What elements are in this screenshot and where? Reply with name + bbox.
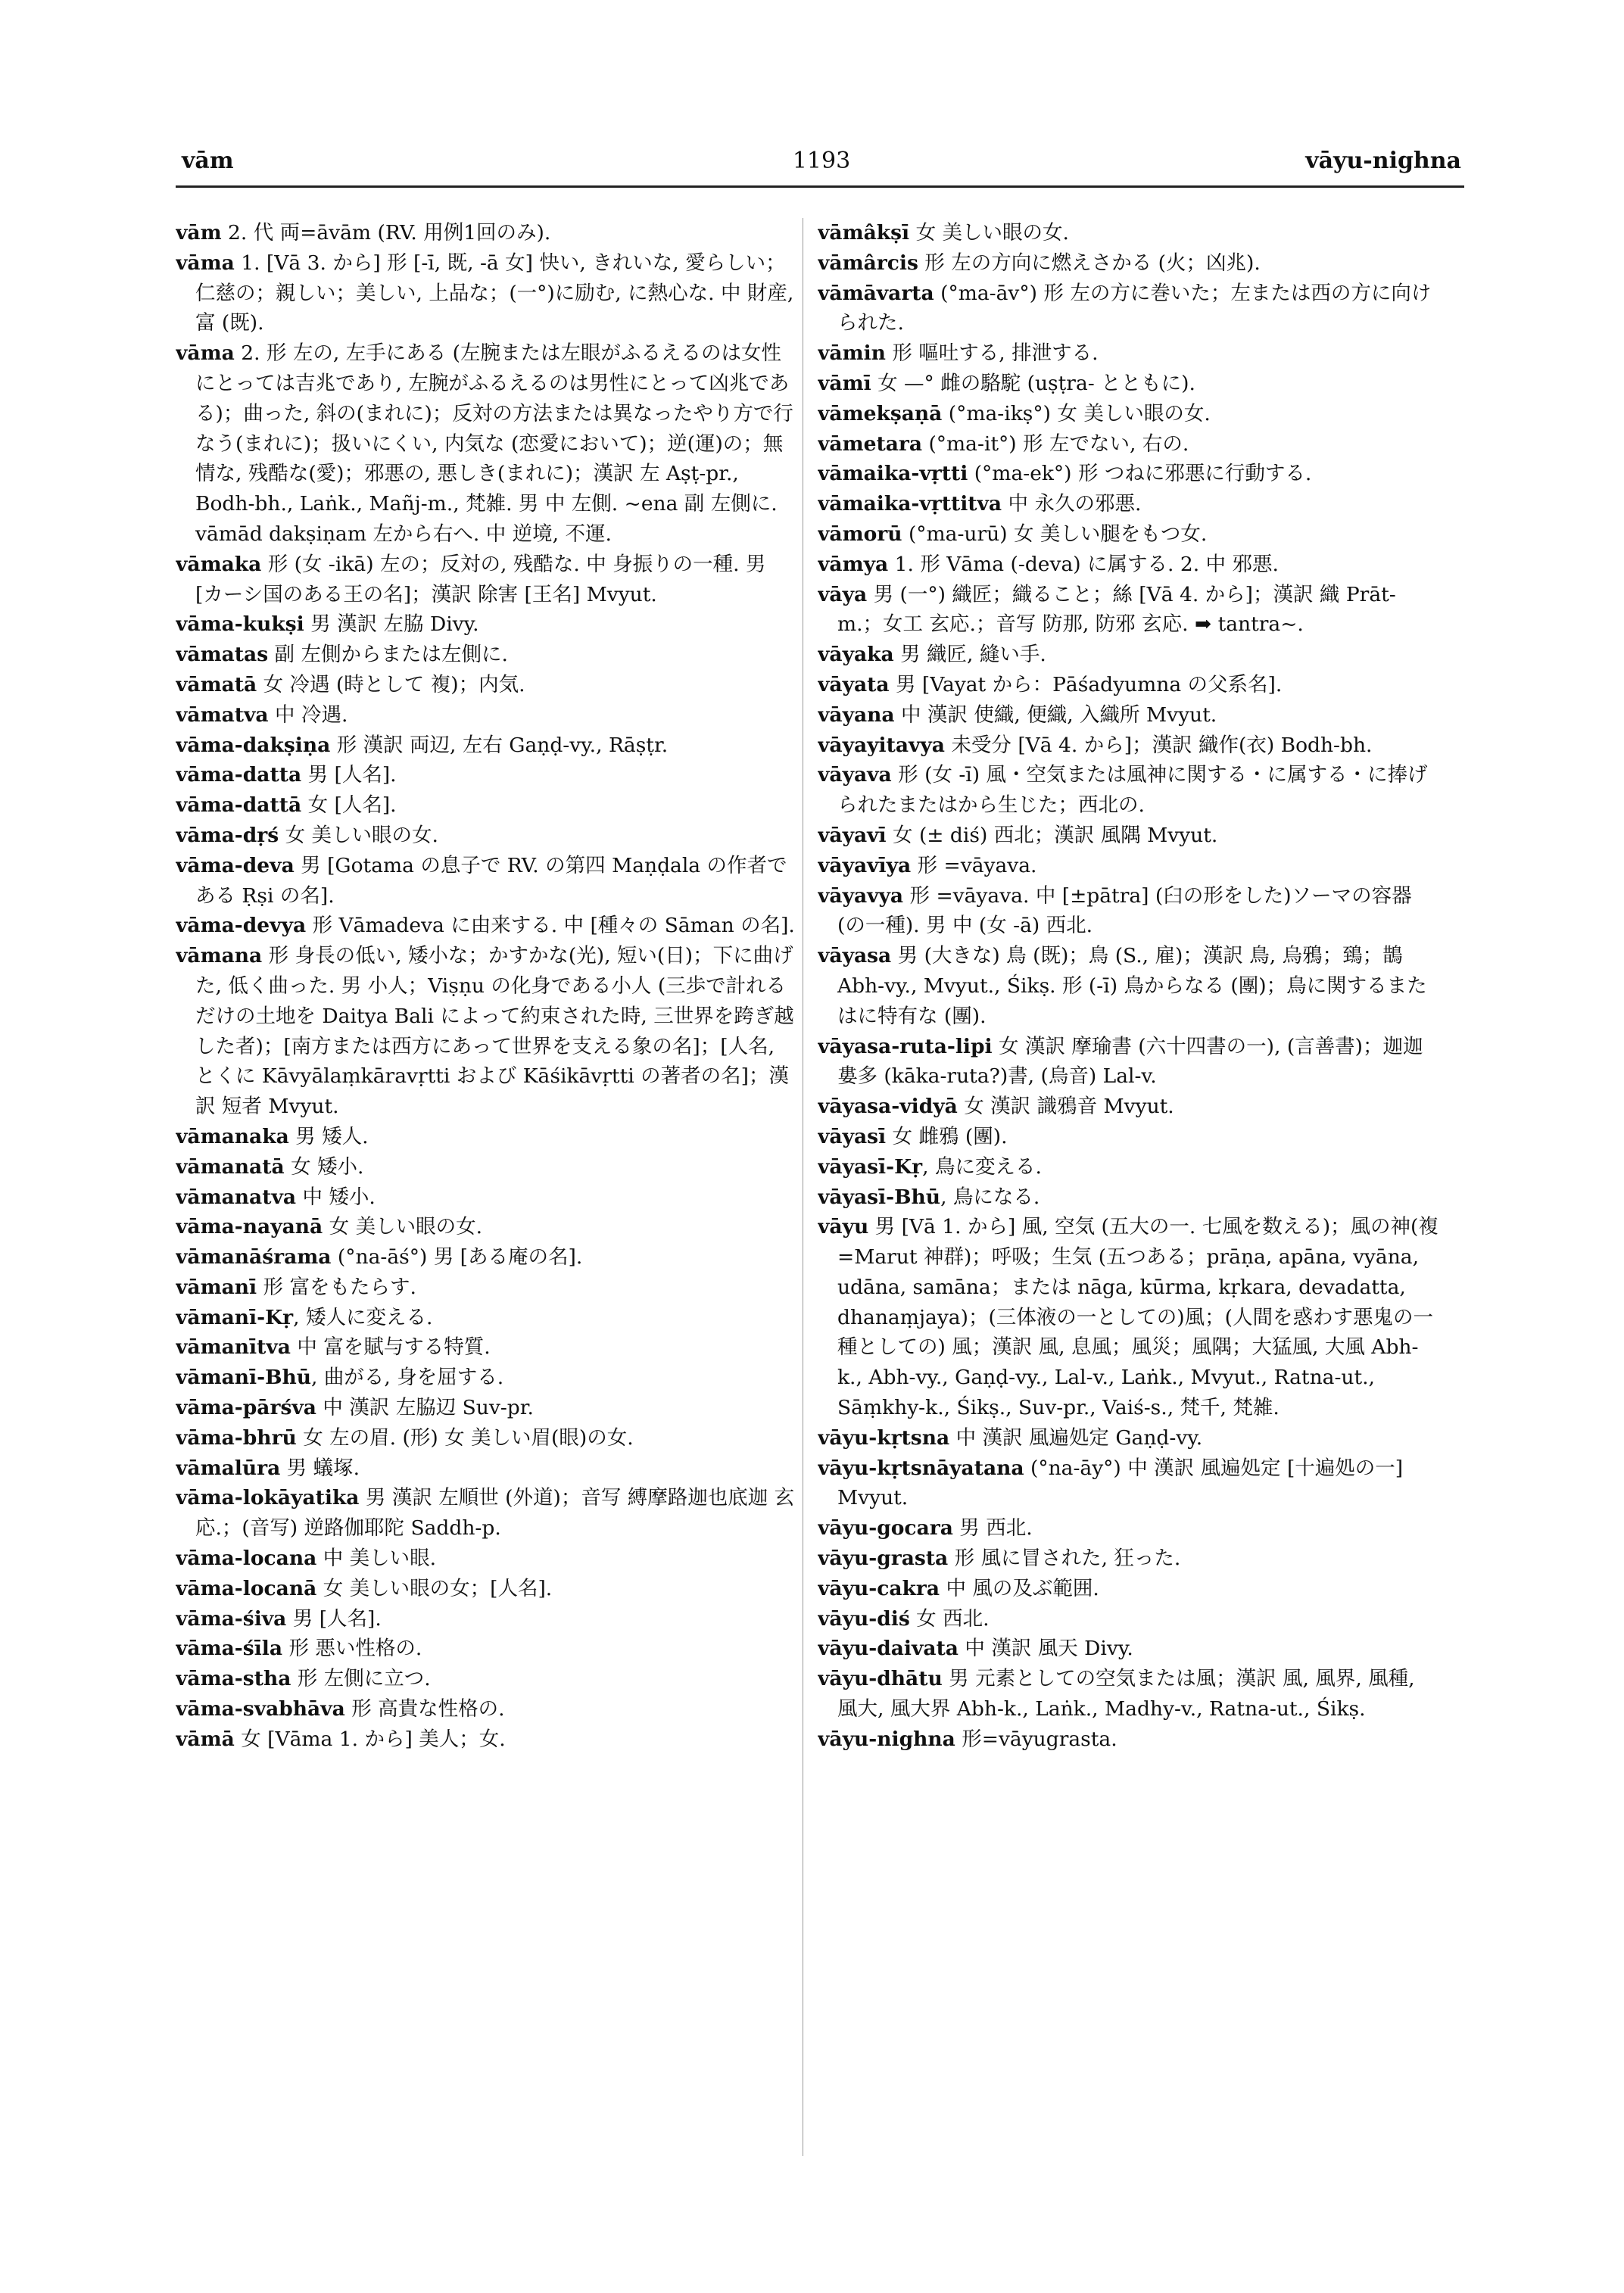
header-left-guide-word: vām <box>182 148 234 174</box>
entry-definition: 形 (女 -ī) 風・空気または風神に関する・に属する・に捧げられたまたはから生じた；西北の. <box>837 763 1428 818</box>
entry-headword: vāmanatva <box>176 1185 297 1209</box>
entry-headword: vāmaika-vṛttitva <box>818 492 1002 516</box>
dictionary-entry <box>176 851 796 911</box>
dictionary-entry <box>818 640 1439 670</box>
entry-definition: 女 漢訳 摩瑜書 (六十四書の一), (言善書)；迦迦婁多 (kāka-ruta?)書, (烏音) Lal-v. <box>837 1034 1423 1089</box>
dictionary-entry <box>818 338 1439 369</box>
entry-definition: , 鳥になる. <box>940 1185 1040 1209</box>
entry-headword: vāyavīya <box>818 853 912 877</box>
entry-definition: 男 漢訳 左順世 (外道)；音写 縛摩路迦也底迦 玄応.；(音写) 逆路伽耶陀 Saddh-p. <box>195 1486 795 1541</box>
entry-headword: vāyu-grasta <box>818 1547 949 1571</box>
dictionary-entry <box>176 1303 796 1333</box>
dictionary-entry <box>176 1453 796 1484</box>
dictionary-entry <box>176 760 796 790</box>
entry-definition: 女 [人名]. <box>301 793 397 818</box>
dictionary-entry <box>818 218 1439 248</box>
dictionary-entry <box>818 821 1439 851</box>
entry-headword: vāmanī-Kṛ <box>176 1305 294 1329</box>
dictionary-entry <box>818 1092 1439 1122</box>
entry-definition: 男 [Vayat から：Pāśadyumna の父系名]. <box>889 672 1283 696</box>
entry-headword: vām <box>176 221 222 245</box>
entry-headword: vāma <box>176 251 235 275</box>
entry-headword: vāmaika-vṛtti <box>818 462 968 486</box>
entry-definition: 女 美しい眼の女. <box>323 1215 483 1239</box>
dictionary-entry <box>818 550 1439 580</box>
entry-definition: (°na-āś°) 男 [ある庵の名]. <box>331 1245 583 1270</box>
entry-headword: vāmârcis <box>818 251 918 275</box>
entry-definition: 形 風に冒された, 狂った. <box>948 1547 1181 1571</box>
entry-headword: vāyava <box>818 763 892 787</box>
entry-definition: 形 漢訳 両辺, 左右 Gaṇḍ-vy., Rāṣṭr. <box>330 733 669 757</box>
entry-headword: vāyasī-Kṛ <box>818 1154 923 1179</box>
entry-headword: vāyasa-vidyā <box>818 1095 958 1119</box>
entry-headword: vāyasī <box>818 1124 887 1148</box>
entry-definition: 中 漢訳 風遍処定 Gaṇḍ-vy. <box>949 1425 1203 1450</box>
entry-headword: vāmetara <box>818 431 923 456</box>
dictionary-entry <box>176 1152 796 1182</box>
dictionary-entry <box>818 519 1439 550</box>
entry-definition: 中 漢訳 使織, 便織, 入織所 Mvyut. <box>894 703 1217 727</box>
entry-definition: 女 西北. <box>909 1606 990 1631</box>
dictionary-entry <box>818 1513 1439 1544</box>
dictionary-entry <box>176 550 796 610</box>
entry-definition: 1. 形 Vāma (-deva) に属する. 2. 中 邪悪. <box>888 552 1279 576</box>
entry-headword: vāma-locanā <box>176 1576 317 1600</box>
entry-headword: vāmana <box>176 944 263 968</box>
entry-headword: vāma-śīla <box>176 1637 283 1661</box>
entry-headword: vāya <box>818 582 868 606</box>
left-column <box>176 218 796 2186</box>
entry-definition: 男 西北. <box>952 1516 1033 1541</box>
entry-definition: 男 漢訳 左脇 Divy. <box>304 612 479 637</box>
dictionary-entry <box>176 1483 796 1544</box>
entry-headword: vāyu-daivata <box>818 1637 959 1661</box>
entry-definition: 中 漢訳 左脇辺 Suv-pr. <box>316 1396 534 1420</box>
page-number: 1193 <box>792 148 851 174</box>
dictionary-entry <box>818 1212 1439 1423</box>
entry-definition: (°ma-āv°) 形 左の方に巻いた；左または西の方に向けられた. <box>837 281 1432 335</box>
entry-headword: vāyavya <box>818 883 904 908</box>
dictionary-entry <box>176 790 796 821</box>
dictionary-entry <box>818 1152 1439 1182</box>
entry-definition: 男 元素としての空気または風；漢訳 風, 風界, 風種, 風大, 風大界 Abh-k., Laṅk., Madhy-v., Ratna-ut., Śikṣ. <box>837 1667 1415 1721</box>
dictionary-entry <box>176 911 796 941</box>
dictionary-entry <box>818 489 1439 519</box>
entry-headword: vāma-lokāyatika <box>176 1486 360 1510</box>
dictionary-entry <box>176 1122 796 1152</box>
entry-headword: vāma-śiva <box>176 1606 287 1631</box>
entry-headword: vāmalūra <box>176 1456 281 1480</box>
dictionary-entry <box>176 1332 796 1363</box>
entry-definition: 形 (女 -ikā) 左の；反対の, 残酷な. 中 身振りの一種. 男 [カーシ国のある王の名]；漢訳 除害 [王名] Mvyut. <box>195 552 766 606</box>
dictionary-entry <box>176 1423 796 1453</box>
entry-definition: (°ma-ek°) 形 つねに邪悪に行動する. <box>968 462 1312 486</box>
dictionary-entry <box>818 1182 1439 1213</box>
entry-headword: vāma-dṛś <box>176 823 279 847</box>
entry-headword: vāma-datta <box>176 763 302 787</box>
entry-headword: vāyu-gocara <box>818 1516 953 1541</box>
entry-definition: 中 富を賦与する特質. <box>290 1335 491 1360</box>
entry-definition: 女 冷遇 (時として 複)；内気. <box>257 672 525 696</box>
dictionary-entry <box>176 338 796 550</box>
entry-headword: vāma-nayanā <box>176 1215 323 1239</box>
entry-headword: vāmatā <box>176 672 257 696</box>
entry-definition: 男 [Gotama の息子で RV. の第四 Maṇḍala の作者である Ṛṣi の名]. <box>195 853 787 908</box>
entry-definition: 形 悪い性格の. <box>282 1637 422 1661</box>
dictionary-entry <box>176 670 796 700</box>
dictionary-entry <box>176 1182 796 1213</box>
dictionary-entry <box>176 941 796 1122</box>
dictionary-entry <box>176 248 796 338</box>
entry-headword: vāmanī-Bhū <box>176 1366 312 1390</box>
dictionary-entry <box>176 1724 796 1755</box>
entry-headword: vāma-dattā <box>176 793 302 818</box>
entry-definition: 形=vāyugrasta. <box>955 1727 1117 1751</box>
dictionary-entry <box>818 881 1439 942</box>
entry-headword: vāyasa-ruta-lipi <box>818 1034 993 1058</box>
dictionary-entry <box>176 1604 796 1634</box>
entry-definition: (°ma-urū) 女 美しい腿をもつ女. <box>902 522 1208 546</box>
entry-headword: vāmanītva <box>176 1335 291 1360</box>
entry-headword: vāyaka <box>818 643 894 667</box>
entry-definition: 女 美しい眼の女. <box>909 221 1069 245</box>
dictionary-entry <box>818 1604 1439 1634</box>
entry-headword: vāyasī-Bhū <box>818 1185 941 1209</box>
dictionary-entry <box>818 1453 1439 1514</box>
entry-headword: vāyu-cakra <box>818 1576 940 1600</box>
entry-definition: 未受分 [Vā 4. から]；漢訳 織作(衣) Bodh-bh. <box>944 733 1373 757</box>
dictionary-entry <box>818 1664 1439 1724</box>
dictionary-entry <box>818 700 1439 731</box>
entry-definition: 2. 形 左の, 左手にある (左腕または左眼がふるえるのは女性にとっては吉兆であり, 左腕がふるえるのは男性にとって凶兆である)；曲った, 斜の(まれに)；反対の方法または異なったやり方で行なう(まれに)；扱いにくい, 内気な (恋愛において)；逆(運)の；無情な, 残酷な(愛)；邪悪の, 悪しき(まれに)；漢訳 左 Aṣṭ-pr., Bodh-bh., Laṅk., Mañj-m., 梵雑. 男 中 左側. ~ena 副 左側に. vāmād dakṣiṇam 左から右へ. 中 逆境, 不運. <box>195 341 793 546</box>
entry-headword: vāma <box>176 341 235 366</box>
entry-headword: vāmanāśrama <box>176 1245 332 1270</box>
header-right-guide-word: vāyu-nighna <box>1305 148 1461 174</box>
dictionary-entry <box>176 1363 796 1393</box>
dictionary-entry <box>818 1574 1439 1604</box>
entry-definition: 形 高貴な性格の. <box>344 1697 505 1721</box>
dictionary-entry <box>176 218 796 248</box>
entry-definition: 形 左側に立つ. <box>291 1667 431 1691</box>
entry-definition: 女 漢訳 識鴉音 Mvyut. <box>957 1095 1174 1119</box>
dictionary-entry <box>818 1032 1439 1092</box>
entry-headword: vāma-kukṣi <box>176 612 304 637</box>
entry-definition: 形 富をもたらす. <box>257 1275 416 1299</box>
dictionary-entry <box>818 731 1439 761</box>
entry-headword: vāmī <box>818 371 871 395</box>
entry-definition: 女 美しい眼の女；[人名]. <box>316 1576 553 1600</box>
dictionary-entry <box>176 1212 796 1242</box>
entry-headword: vāma-bhrū <box>176 1425 297 1450</box>
entry-definition: 中 矮小. <box>296 1185 376 1209</box>
entry-headword: vāmorū <box>818 522 902 546</box>
entry-headword: vāyu-diś <box>818 1606 910 1631</box>
entry-definition: 形 左の方向に燃えさかる (火；凶兆). <box>918 251 1261 275</box>
dictionary-entry <box>818 1634 1439 1664</box>
entry-definition: (°na-āy°) 中 漢訳 風遍処定 [十遍処の一] Mvyut. <box>837 1456 1404 1510</box>
entry-headword: vāma-locana <box>176 1547 317 1571</box>
entry-headword: vāyasa <box>818 944 892 968</box>
dictionary-entry <box>176 1544 796 1574</box>
dictionary-entry <box>818 1544 1439 1574</box>
entry-definition: 男 [人名]. <box>301 763 397 787</box>
dictionary-entry <box>818 1423 1439 1453</box>
dictionary-entry <box>818 248 1439 279</box>
entry-definition: 中 冷遇. <box>268 703 348 727</box>
dictionary-entry <box>176 821 796 851</box>
entry-definition: 形 身長の低い, 矮小な；かすかな(光), 短い(日)；下に曲げた, 低く曲った. 男 小人；Viṣṇu の化身である小人 (三歩で計れるだけの土地を Daitya Bali によって約束された時, 三世界を跨ぎ越した者)；[南方または西方にあって世界を支える象の名]；[人名, とくに Kāvyālaṃkāravṛtti および Kāśikāvṛtti の著者の名]；漢訳 短者 Mvyut. <box>195 944 794 1119</box>
entry-definition: 男 [人名]. <box>286 1606 382 1631</box>
entry-definition: 副 左側からまたは左側に. <box>268 643 508 667</box>
entry-definition: 男 矮人. <box>288 1124 369 1148</box>
entry-definition: 中 風の及ぶ範囲. <box>940 1576 1099 1600</box>
dictionary-entry <box>176 1574 796 1604</box>
entry-headword: vāma-dakṣiṇa <box>176 733 331 757</box>
dictionary-entry <box>176 731 796 761</box>
entry-headword: vāyu-kṛtsna <box>818 1425 950 1450</box>
entry-definition: (°ma-ikṣ°) 女 美しい眼の女. <box>942 401 1211 425</box>
entry-definition: (°ma-it°) 形 左でない, 右の. <box>922 431 1189 456</box>
entry-headword: vāma-pārśva <box>176 1396 316 1420</box>
dictionary-entry <box>818 760 1439 821</box>
dictionary-entry <box>818 399 1439 429</box>
entry-definition: 1. [Vā 3. から] 形 [-ī, 既, -ā 女] 快い, きれいな, 愛らしい；仁慈の；親しい；美しい, 上品な；(一°)に励む, に熱心な. 中 財産, 富 (既). <box>195 251 794 335</box>
entry-definition: 女 [Vāma 1. から] 美人；女. <box>234 1727 506 1751</box>
entry-headword: vāmin <box>818 341 886 366</box>
header-rule <box>176 185 1464 188</box>
entry-headword: vāmanī <box>176 1275 257 1299</box>
dictionary-entry <box>818 369 1439 399</box>
dictionary-entry <box>818 429 1439 460</box>
entry-definition: , 曲がる, 身を屈する. <box>311 1366 504 1390</box>
entry-definition: 中 永久の邪悪. <box>1002 492 1142 516</box>
entry-definition: 形 =vāyava. <box>911 853 1037 877</box>
entry-headword: vāyavī <box>818 823 887 847</box>
entry-headword: vāyu <box>818 1215 869 1239</box>
dictionary-entry <box>176 1694 796 1724</box>
entry-definition: 男 織匠, 縫い手. <box>893 643 1046 667</box>
entry-headword: vāyayitavya <box>818 733 945 757</box>
entry-headword: vāma-svabhāva <box>176 1697 345 1721</box>
entry-headword: vāmanatā <box>176 1154 285 1179</box>
entry-definition: 形 嘔吐する, 排泄する. <box>885 341 1099 366</box>
dictionary-entry <box>176 1393 796 1423</box>
dictionary-entry <box>818 459 1439 489</box>
entry-definition: 中 漢訳 風天 Divy. <box>958 1637 1133 1661</box>
dictionary-entry <box>818 580 1439 640</box>
dictionary-entry <box>818 1724 1439 1755</box>
entry-headword: vāma-devya <box>176 914 307 938</box>
entry-definition: 男 [Vā 1. から] 風, 空気 (五大の一. 七風を数える)；風の神(複=Marut 神群)；呼吸；生気 (五つある；prāṇa, apāna, vyāna, udāna, samāna；または nāga, kūrma, kṛkara, devadatta, dhanaṃjaya)；(三体液の一としての)風；(人間を惑わす悪鬼の一種としての) 風；漢訳 風, 息風；風災；風隅；大猛風, 大風 Abh-k., Abh-vy., Gaṇḍ-vy., Lal-v., Laṅk., Mvyut., Ratna-ut., Sāṃkhy-k., Śikṣ., Suv-pr., Vaiś-s., 梵千, 梵雑. <box>837 1215 1439 1420</box>
entry-definition: 女 左の眉. (形) 女 美しい眉(眼)の女. <box>296 1425 634 1450</box>
entry-headword: vāmā <box>176 1727 235 1751</box>
entry-headword: vāmatas <box>176 643 269 667</box>
dictionary-entry <box>818 1122 1439 1152</box>
entry-headword: vāma-deva <box>176 853 295 877</box>
entry-definition: 男 (大きな) 鳥 (既)；鳥 (S., 雇)；漢訳 鳥, 烏鴉；鵄；鵲 Abh-vy., Mvyut., Śikṣ. 形 (-ī) 鳥からなる (團)；鳥に関するまたはに特有な (團). <box>837 944 1427 1028</box>
dictionary-entry <box>818 670 1439 700</box>
dictionary-entry <box>176 640 796 670</box>
entry-definition: 女 美しい眼の女. <box>279 823 438 847</box>
entry-headword: vāyata <box>818 672 890 696</box>
entry-definition: 2. 代 両=āvām (RV. 用例1回のみ). <box>221 221 551 245</box>
entry-headword: vāmāvarta <box>818 281 934 305</box>
dictionary-entry <box>818 279 1439 339</box>
right-column <box>818 218 1439 2186</box>
entry-definition: 形 Vāmadeva に由来する. 中 [種々の Sāman の名]. <box>306 914 795 938</box>
entry-definition: 男 蟻塚. <box>280 1456 360 1480</box>
entry-headword: vāma-stha <box>176 1667 291 1691</box>
entry-definition: 女 矮小. <box>284 1154 364 1179</box>
dictionary-entry <box>818 941 1439 1031</box>
dictionary-entry <box>176 1242 796 1273</box>
entry-definition: 中 美しい眼. <box>316 1547 437 1571</box>
entry-headword: vāyu-kṛtsnāyatana <box>818 1456 1024 1480</box>
entry-headword: vāyu-dhātu <box>818 1667 943 1691</box>
entry-definition: 女 —° 雌の駱駝 (uṣṭra- とともに). <box>871 371 1195 395</box>
dictionary-entry <box>176 1634 796 1664</box>
entry-definition: , 鳥に変える. <box>922 1154 1042 1179</box>
entry-definition: 男 (一°) 織匠；織ること；絲 [Vā 4. から]；漢訳 織 Prāt-m.；女工 玄応.；音写 防那, 防邪 玄応. ➡ tantra~. <box>837 582 1396 637</box>
dictionary-entry <box>176 1664 796 1694</box>
entry-headword: vāmanaka <box>176 1124 289 1148</box>
entry-headword: vāyu-nighna <box>818 1727 955 1751</box>
entry-definition: , 矮人に変える. <box>293 1305 433 1329</box>
dictionary-entry <box>176 1273 796 1303</box>
entry-definition: 女 (± diś) 西北；漢訳 風隅 Mvyut. <box>886 823 1218 847</box>
entry-headword: vāmaka <box>176 552 262 576</box>
entry-headword: vāmâkṣī <box>818 221 910 245</box>
entry-definition: 女 雌鴉 (團). <box>886 1124 1008 1148</box>
dictionary-entry <box>818 851 1439 881</box>
entry-headword: vāyana <box>818 703 895 727</box>
entry-headword: vāmya <box>818 552 889 576</box>
dictionary-entry <box>176 609 796 640</box>
entry-headword: vāmekṣaṇā <box>818 401 943 425</box>
entry-headword: vāmatva <box>176 703 269 727</box>
entry-definition: 形 =vāyava. 中 [±pātra] (臼の形をした)ソーマの容器(の一種). 男 中 (女 -ā) 西北. <box>837 883 1412 938</box>
dictionary-entry <box>176 700 796 731</box>
